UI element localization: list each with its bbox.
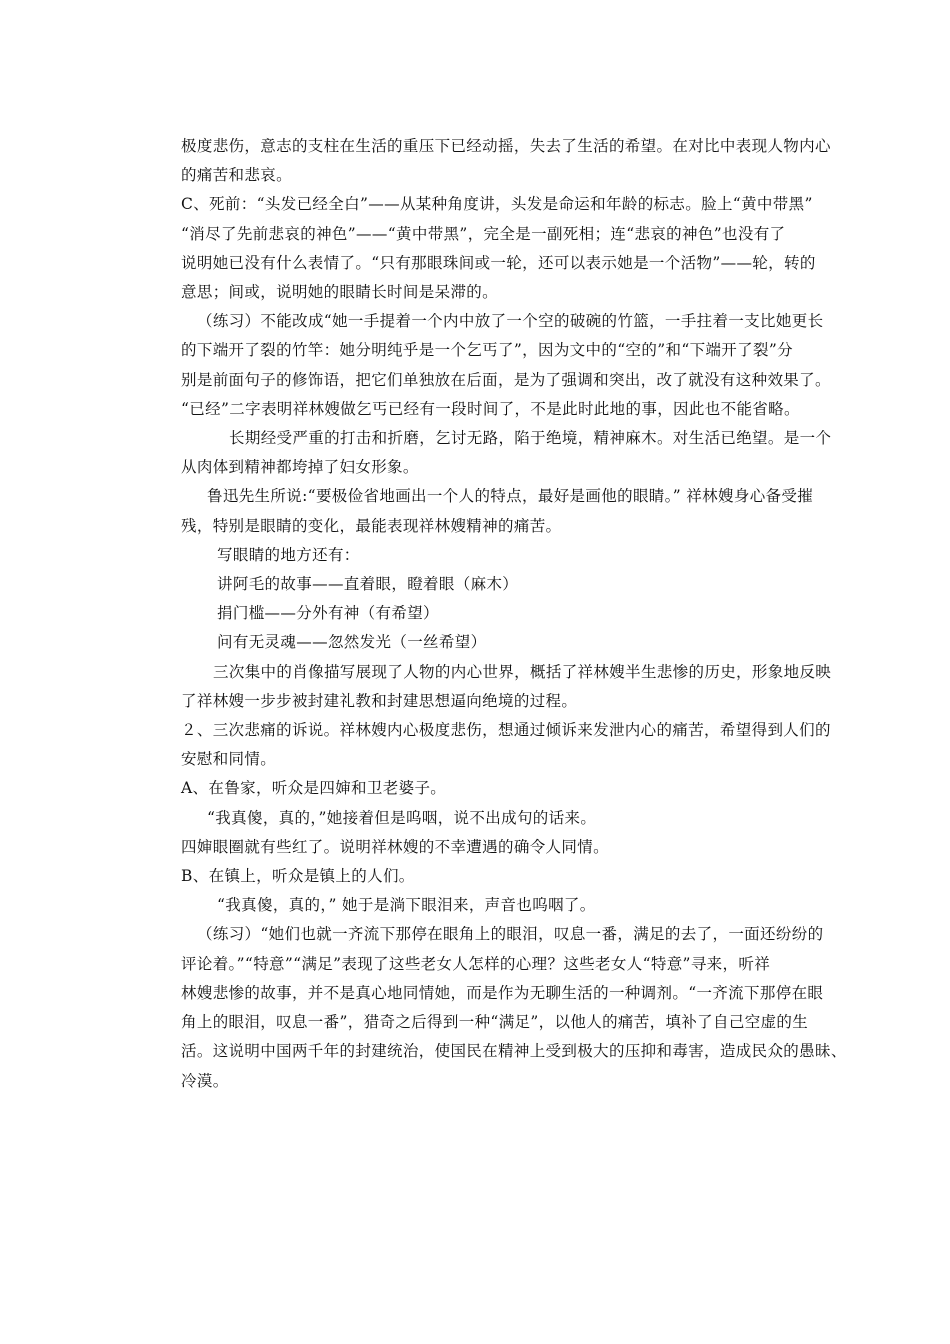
text-line: 林嫂悲惨的故事，并不是真心地同情她，而是作为无聊生活的一种调剂。“一齐流下那停在眼 — [181, 983, 824, 1002]
text-line: 讲阿毛的故事——直着眼，瞪着眼（麻木） — [217, 575, 519, 594]
text-line: 鲁迅先生所说:“要极俭省地画出一个人的特点，最好是画他的眼睛。” 祥林嫂身心备受摧 — [207, 487, 814, 506]
text-line: 极度悲伤，意志的支柱在生活的重压下已经动摇，失去了生活的希望。在对比中表现人物内心 — [181, 137, 831, 155]
text-line: 从肉体到精神都垮掉了妇女形象。 — [181, 458, 419, 477]
text-line: A、在鲁家，听众是四婶和卫老婆子。 — [181, 779, 447, 798]
text-line: （练习）“她们也就一齐流下那停在眼角上的眼泪，叹息一番，满足的去了，一面还纷纷的 — [197, 925, 824, 944]
text-line: B、在镇上，听众是镇上的人们。 — [181, 867, 415, 886]
text-line: 了祥林嫂一步步被封建礼教和封建思想逼向绝境的过程。 — [181, 691, 578, 710]
text-line: 冷漠。 — [181, 1071, 229, 1090]
text-line: 安慰和同情。 — [181, 750, 277, 769]
text-line: “已经”二字表明祥林嫂做乞丐已经有一段时间了，不是此时此地的事，因此也不能省略。 — [181, 399, 800, 418]
text-line: ２、三次悲痛的诉说。祥林嫂内心极度悲伤，想通过倾诉来发泄内心的痛苦，希望得到人们的 — [181, 721, 831, 740]
text-line: 的痛苦和悲哀。 — [181, 166, 292, 185]
text-line: 残，特别是眼睛的变化，最能表现祥林嫂精神的痛苦。 — [181, 516, 562, 535]
text-line: 的下端开了裂的竹竿：她分明纯乎是一个乞丐了”，因为文中的“空的”和“下端开了裂”分 — [181, 341, 793, 360]
text-line: （练习）不能改成“她一手提着一个内中放了一个空的破碗的竹篮，一手拄着一支比她更长 — [197, 312, 824, 331]
text-line: 评论着。”“特意”“满足”表现了这些老女人怎样的心理？这些老女人“特意”寻来，听祥 — [181, 954, 771, 973]
text-line: 说明她已没有什么表情了。“只有那眼珠间或一轮，还可以表示她是一个活物”——轮，转的 — [181, 253, 816, 272]
text-line: 别是前面句子的修饰语，把它们单独放在后面，是为了强调和突出，改了就没有这种效果了。 — [181, 370, 831, 389]
text-line: “消尽了先前悲哀的神色”——“黄中带黑”，完全是一副死相；连“悲哀的神色”也没有了 — [181, 224, 786, 243]
text-line: “我真傻，真的，” 她于是淌下眼泪来，声音也呜咽了。 — [217, 896, 596, 915]
text-line: 捐门槛——分外有神（有希望） — [217, 604, 439, 623]
document-body — [181, 132, 886, 1096]
text-line: 四婶眼圈就有些红了。说明祥林嫂的不幸遭遇的确令人同情。 — [181, 837, 609, 856]
text-line: 三次集中的肖像描写展现了人物的内心世界，概括了祥林嫂半生悲惨的历史，形象地反映 — [213, 662, 832, 681]
text-line: C、死前：“头发已经全白”——从某种角度讲，头发是命运和年龄的标志。脸上“黄中带黑” — [181, 195, 813, 214]
text-line: 写眼睛的地方还有： — [217, 545, 360, 564]
text-line: 意思；间或，说明她的眼睛长时间是呆滞的。 — [181, 283, 499, 302]
text-line: 问有无灵魂——忽然发光（一丝希望） — [217, 633, 487, 652]
text-line: 活。这说明中国两千年的封建统治，使国民在精神上受到极大的压抑和毒害，造成民众的愚昧、 — [181, 1042, 847, 1061]
text-line: “我真傻，真的，”她接着但是呜咽，说不出成句的话来。 — [207, 808, 597, 827]
text-line: 长期经受严重的打击和折磨，乞讨无路，陷于绝境，精神麻木。对生活已绝望。是一个 — [229, 429, 832, 448]
text-line: 角上的眼泪，叹息一番”，猎奇之后得到一种“满足”，以他人的痛苦，填补了自己空虚的生 — [181, 1013, 809, 1032]
